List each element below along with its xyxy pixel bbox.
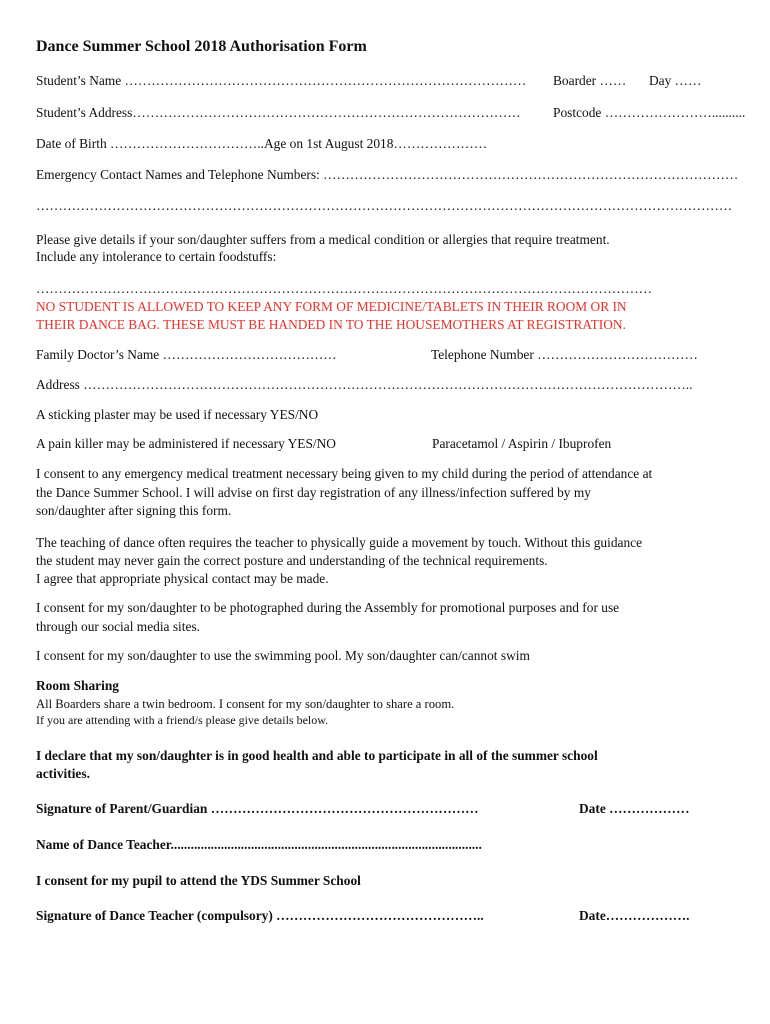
- dance-teacher-name-field[interactable]: Name of Dance Teacher.............................................................................................: [36, 837, 482, 852]
- room-sharing-text-1: All Boarders share a twin bedroom. I consent for my son/daughter to share a room.: [36, 697, 455, 711]
- pain-killer-options[interactable]: Paracetamol / Aspirin / Ibuprofen: [432, 436, 612, 451]
- health-declaration-2: activities.: [36, 766, 90, 781]
- family-doctor-field[interactable]: Family Doctor’s Name …………………………………: [36, 347, 337, 362]
- medical-consent-2: the Dance Summer School. I will advise on first day registration of any illness/infection suffered by my: [36, 485, 591, 500]
- medical-consent-1: I consent to any emergency medical treatment necessary being given to my child during the period of attendance at: [36, 466, 653, 481]
- room-sharing-text-2: If you are attending with a friend/s please give details below.: [36, 713, 329, 727]
- teaching-consent-2: the student may never gain the correct posture and understanding of the technical requirements.: [36, 553, 548, 568]
- emergency-contact-field[interactable]: Emergency Contact Names and Telephone Numbers: …………………………………………………………………………………: [36, 167, 739, 182]
- date-of-birth-field[interactable]: Date of Birth ……………………………..Age on 1st August 2018…………………: [36, 136, 488, 151]
- plaster-consent[interactable]: A sticking plaster may be used if necessary YES/NO: [36, 407, 319, 422]
- form-title: Dance Summer School 2018 Authorisation Form: [36, 38, 367, 55]
- pool-consent[interactable]: I consent for my son/daughter to use the swimming pool. My son/daughter can/cannot swim: [36, 648, 530, 663]
- medical-instructions-1: Please give details if your son/daughter suffers from a medical condition or allergies that require treatment.: [36, 232, 610, 247]
- medicine-warning-1: NO STUDENT IS ALLOWED TO KEEP ANY FORM OF MEDICINE/TABLETS IN THEIR ROOM OR IN: [36, 299, 627, 314]
- doctor-address-field[interactable]: Address ………………………………………………………………………………………………………………………..: [36, 377, 693, 392]
- photo-consent-2: through our social media sites.: [36, 619, 201, 634]
- student-name-field[interactable]: Student’s Name ………………………………………………………………………………: [36, 73, 527, 88]
- photo-consent-1: I consent for my son/daughter to be photographed during the Assembly for promotional purposes and for use: [36, 600, 620, 615]
- telephone-field[interactable]: Telephone Number ………………………………: [431, 347, 698, 362]
- teacher-date-field[interactable]: Date……………….: [579, 908, 690, 923]
- teaching-consent-3: I agree that appropriate physical contact may be made.: [36, 571, 329, 586]
- postcode-field[interactable]: Postcode ……………………..........: [553, 105, 746, 120]
- teacher-signature-field[interactable]: Signature of Dance Teacher (compulsory) ………………………………………..: [36, 908, 484, 923]
- parent-date-field[interactable]: Date ………………: [579, 801, 690, 816]
- pupil-consent-statement: I consent for my pupil to attend the YDS Summer School: [36, 873, 361, 888]
- parent-signature-field[interactable]: Signature of Parent/Guardian ……………………………………………………: [36, 801, 479, 816]
- pain-killer-consent[interactable]: A pain killer may be administered if necessary YES/NO: [36, 436, 336, 451]
- day-field[interactable]: Day ……: [649, 73, 702, 88]
- medicine-warning-2: THEIR DANCE BAG. THESE MUST BE HANDED IN TO THE HOUSEMOTHERS AT REGISTRATION.: [36, 317, 626, 332]
- medical-details-field[interactable]: …………………………………………………………………………………………………………………………: [36, 281, 652, 296]
- teaching-consent-1: The teaching of dance often requires the teacher to physically guide a movement by touch. Without this guidance: [36, 535, 643, 550]
- emergency-contact-line-2[interactable]: …………………………………………………………………………………………………………………………………………: [36, 198, 733, 213]
- student-address-field[interactable]: Student’s Address……………………………………………………………………………: [36, 105, 521, 120]
- health-declaration-1: I declare that my son/daughter is in good health and able to participate in all of the summer school: [36, 748, 598, 763]
- boarder-field[interactable]: Boarder ……: [553, 73, 627, 88]
- medical-consent-3: son/daughter after signing this form.: [36, 503, 232, 518]
- medical-instructions-2: Include any intolerance to certain foodstuffs:: [36, 249, 277, 264]
- room-sharing-heading: Room Sharing: [36, 678, 119, 693]
